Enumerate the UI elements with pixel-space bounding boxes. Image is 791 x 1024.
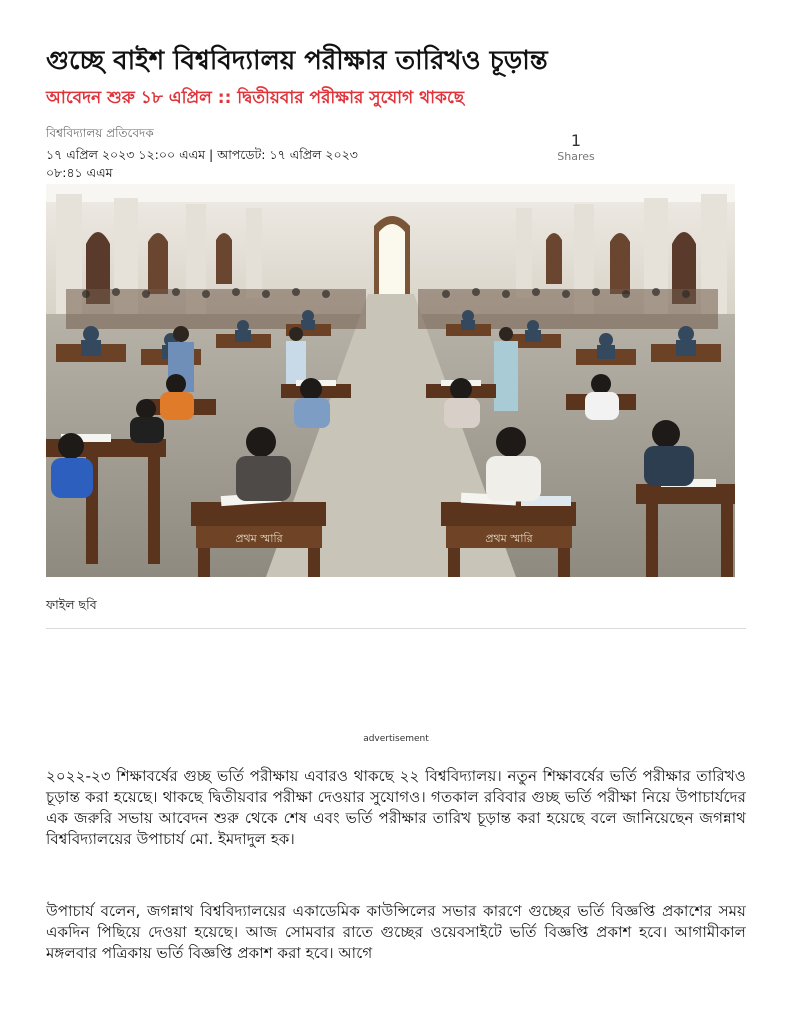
hall-column: [516, 208, 532, 298]
section-divider: [46, 628, 746, 629]
photo-caption: ফাইল ছবি: [46, 597, 97, 612]
share-count: 1: [570, 131, 582, 150]
advertisement-label: advertisement: [363, 734, 429, 744]
share-counter[interactable]: [544, 132, 608, 163]
article-photo: [46, 184, 735, 577]
exam-hall-illustration: [46, 184, 735, 577]
article-paragraph: উপাচার্য বলেন, জগন্নাথ বিশ্ববিদ্যালয়ের একাডেমিক কাউন্সিলের সভার কারণে গুচ্ছের ভর্তি বিজ্ঞপ্তি প্রকাশের সময় একদিন পিছিয়ে দেওয়া হয়েছে। আজ সোমবার রাতে গুচ্ছের ওয়েবসাইটে ভর্তি বিজ্ঞপ্তি প্রকাশ হবে। আগামীকাল মঙ্গলবার পত্রিকায় ভর্তি বিজ্ঞপ্তি প্রকাশ করা হবে। আগে: [46, 902, 746, 962]
hall-arch: [546, 233, 562, 284]
share-label: Shares: [557, 150, 595, 163]
article-subheadline: আবেদন শুরু ১৮ এপ্রিল :: দ্বিতীয়বার পরীক্ষার সুযোগ থাকছে: [46, 88, 465, 108]
article-byline[interactable]: বিশ্ববিদ্যালয় প্রতিবেদক: [46, 126, 154, 140]
hall-column: [246, 208, 262, 298]
distant-crowd-left: [66, 289, 366, 329]
article-dateline: ১৭ এপ্রিল ২০২৩ ১২:০০ এএম | আপডেট: ১৭ এপ্রিল ২০২৩ ০৮:৪১ এএম: [46, 147, 358, 180]
article-paragraph: ২০২২-২৩ শিক্ষাবর্ষের গুচ্ছ ভর্তি পরীক্ষায় এবারও থাকছে ২২ বিশ্ববিদ্যালয়। নতুন শিক্ষাবর্ষের ভর্তি পরীক্ষার তারিখও চূড়ান্ত করা হয়েছে। থাকছে দ্বিতীয়বার পরীক্ষা দেওয়ার সুযোগও। গতকাল রবিবার গুচ্ছ ভর্তি পরীক্ষা নিয়ে উপাচার্যদের এক জরুরি সভায় আবেদন শুরু থেকে শেষ এবং ভর্তি পরীক্ষার তারিখ চূড়ান্ত করা হয়েছে বলে জানিয়েছেন জগন্নাথ বিশ্ববিদ্যালয়ের উপাচার্য মো. ইমদাদুল হক।: [46, 767, 746, 848]
desk-label: প্রথম স্মারি: [235, 532, 283, 545]
article-headline: গুচ্ছে বাইশ বিশ্ববিদ্যালয় পরীক্ষার তারিখও চূড়ান্ত: [46, 46, 548, 76]
desk-label: প্রথম স্মারি: [485, 532, 533, 545]
hall-door-light: [379, 224, 405, 294]
hall-arch: [216, 233, 232, 284]
hall-arch: [610, 233, 630, 294]
hall-ceiling: [46, 184, 735, 202]
hall-arch: [148, 233, 168, 294]
